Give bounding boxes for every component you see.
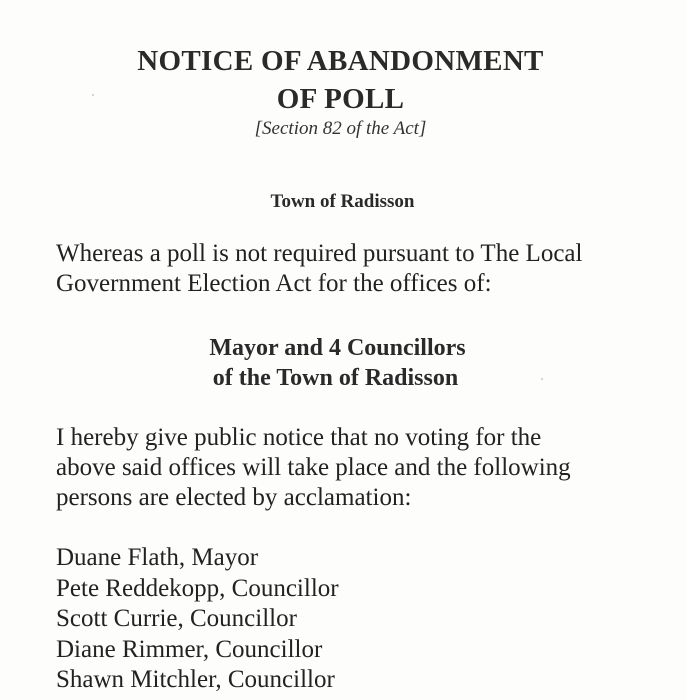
elected-person: Shawn Mitchler, Councillor (56, 666, 335, 693)
elected-persons-list (56, 543, 656, 696)
elected-person: Duane Flath, Mayor (56, 544, 259, 571)
elected-person: Scott Currie, Councillor (56, 605, 297, 632)
whereas-line: Government Election Act for the offices of: (56, 270, 492, 297)
scan-speck (92, 94, 94, 96)
whereas-paragraph (56, 239, 656, 299)
public-notice-paragraph (56, 423, 656, 513)
offices-line2: of the Town of Radisson (212, 365, 459, 391)
notice-title-line2: OF POLL (276, 83, 405, 115)
offices-line1: Mayor and 4 Councillors (209, 335, 466, 361)
notice-line: persons are elected by acclamation: (56, 484, 412, 511)
section-reference: [Section 82 of the Act] (254, 118, 427, 139)
notice-title-line1: NOTICE OF ABANDONMENT (137, 45, 544, 77)
notice-line: above said offices will take place and the following (56, 454, 571, 481)
scan-speck (541, 378, 543, 380)
whereas-line: Whereas a poll is not required pursuant to The Local (56, 240, 583, 267)
elected-person: Diane Rimmer, Councillor (56, 635, 323, 663)
notice-line: I hereby give public notice that no voting for the (56, 424, 542, 451)
municipality-name: Town of Radisson (270, 191, 415, 212)
elected-person: Pete Reddekopp, Councillor (56, 574, 339, 602)
